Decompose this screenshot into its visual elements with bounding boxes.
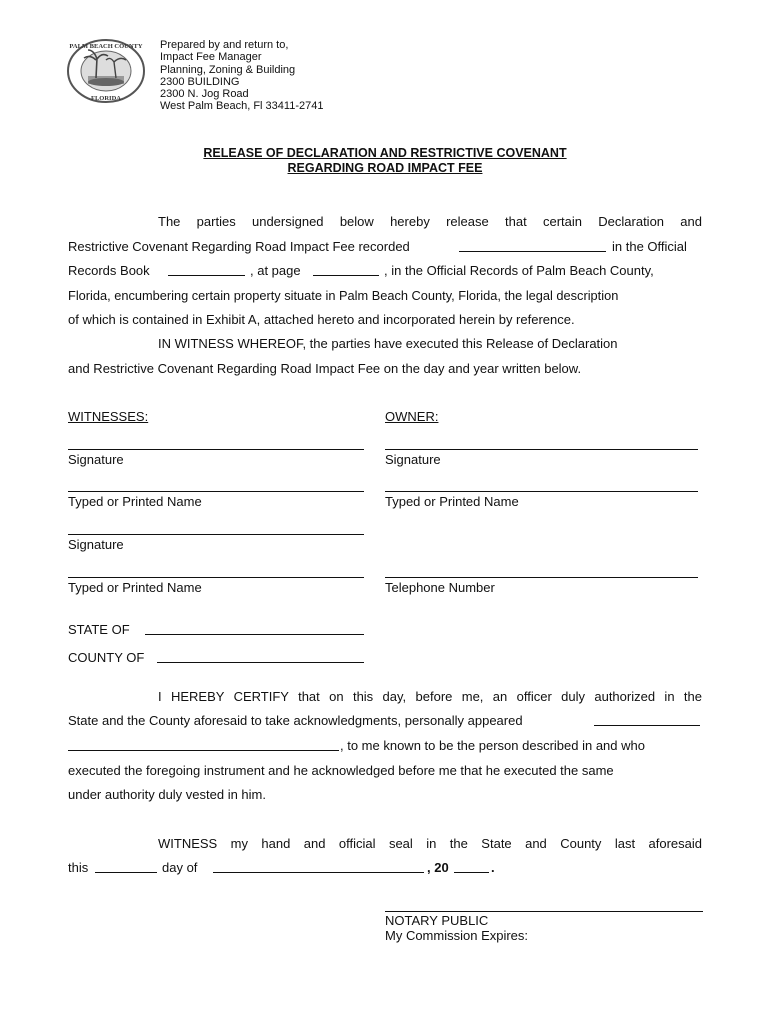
owner-heading: OWNER:	[385, 409, 439, 424]
county-of-blank[interactable]	[157, 662, 364, 663]
person-name-blank[interactable]	[68, 750, 339, 751]
owner-telephone-line[interactable]	[385, 577, 698, 578]
witness-2-name-label: Typed or Printed Name	[68, 580, 202, 595]
address-line: Planning, Zoning & Building	[160, 63, 296, 76]
certify-line: under authority duly vested in him.	[68, 787, 266, 802]
paragraph-line: IN WITNESS WHEREOF, the parties have executed this Release of Declaration	[158, 336, 618, 351]
records-book-blank[interactable]	[168, 275, 245, 276]
owner-name-label: Typed or Printed Name	[385, 494, 519, 509]
witness-2-signature-label: Signature	[68, 537, 124, 552]
title-line-1: RELEASE OF DECLARATION AND RESTRICTIVE COVENANT	[203, 146, 567, 160]
paragraph-line	[68, 239, 410, 255]
certify-line: executed the foregoing instrument and he acknowledged before me that he executed the same	[68, 763, 614, 778]
state-of-blank[interactable]	[145, 634, 364, 635]
witness-1-signature-line[interactable]	[68, 449, 364, 450]
owner-telephone-label: Telephone Number	[385, 580, 495, 595]
year-blank[interactable]	[454, 872, 489, 873]
commission-expires-label: My Commission Expires:	[385, 928, 529, 943]
year-period: .	[491, 860, 495, 875]
address-line: Prepared by and return to,	[160, 39, 289, 51]
owner-signature-line[interactable]	[385, 449, 698, 450]
seal-bottom-text: FLORIDA	[91, 95, 121, 102]
day-blank[interactable]	[95, 872, 157, 873]
return-address-block	[160, 39, 323, 113]
notary-public-label: NOTARY PUBLIC	[385, 913, 489, 928]
year-prefix: , 20	[427, 860, 449, 875]
witness-1-name-label: Typed or Printed Name	[68, 494, 202, 509]
witness-seal-line: WITNESS my hand and official seal in the State and County last aforesaid	[158, 836, 702, 851]
county-of-label: COUNTY OF	[68, 650, 145, 665]
witness-1-name-line[interactable]	[68, 491, 364, 492]
official-text: in the Official	[612, 239, 687, 254]
owner-name-line[interactable]	[385, 491, 698, 492]
address-line: 2300 N. Jog Road	[160, 88, 249, 101]
appeared-blank[interactable]	[594, 725, 700, 726]
witness-2-name-line[interactable]	[68, 577, 364, 578]
address-line: Impact Fee Manager	[160, 51, 262, 64]
notary-signature-line[interactable]	[385, 911, 703, 912]
official-records-text: , in the Official Records of Palm Beach County,	[384, 263, 654, 278]
paragraph-line: The parties undersigned below hereby release that certain Declaration and	[158, 214, 702, 229]
paragraph-line: and Restrictive Covenant Regarding Road Impact Fee on the day and year written below.	[68, 361, 582, 376]
witness-1-signature-label: Signature	[68, 452, 124, 467]
recorded-text: Restrictive Covenant Regarding Road Impact Fee recorded	[68, 239, 410, 254]
owner-signature-label: Signature	[385, 452, 441, 467]
certify-line: State and the County aforesaid to take acknowledgments, personally appeared	[68, 713, 523, 728]
seal-top-text: PALM BEACH COUNTY	[69, 43, 143, 50]
address-line: West Palm Beach, Fl 33411-2741	[160, 100, 324, 113]
paragraph-line: of which is contained in Exhibit A, attached hereto and incorporated herein by reference.	[68, 312, 575, 327]
address-line: 2300 BUILDING	[160, 75, 240, 88]
month-blank[interactable]	[213, 872, 424, 873]
recorded-blank[interactable]	[459, 251, 606, 252]
day-of-label: day of	[162, 860, 198, 875]
title-line-2: REGARDING ROAD IMPACT FEE	[287, 161, 483, 175]
paragraph-line: Florida, encumbering certain property situate in Palm Beach County, Florida, the legal description	[68, 288, 619, 303]
records-book-label: Records Book	[68, 263, 150, 278]
document-title	[0, 146, 770, 176]
page-blank[interactable]	[313, 275, 379, 276]
state-of-label: STATE OF	[68, 622, 130, 637]
certify-line: , to me known to be the person described in and who	[340, 738, 645, 753]
witness-2-signature-line[interactable]	[68, 534, 364, 535]
page-label: , at page	[250, 263, 301, 278]
this-label: this	[68, 860, 89, 875]
certify-line: I HEREBY CERTIFY that on this day, before me, an officer duly authorized in the	[158, 689, 702, 704]
witnesses-heading: WITNESSES:	[68, 409, 149, 424]
palm-beach-county-seal	[66, 38, 146, 104]
